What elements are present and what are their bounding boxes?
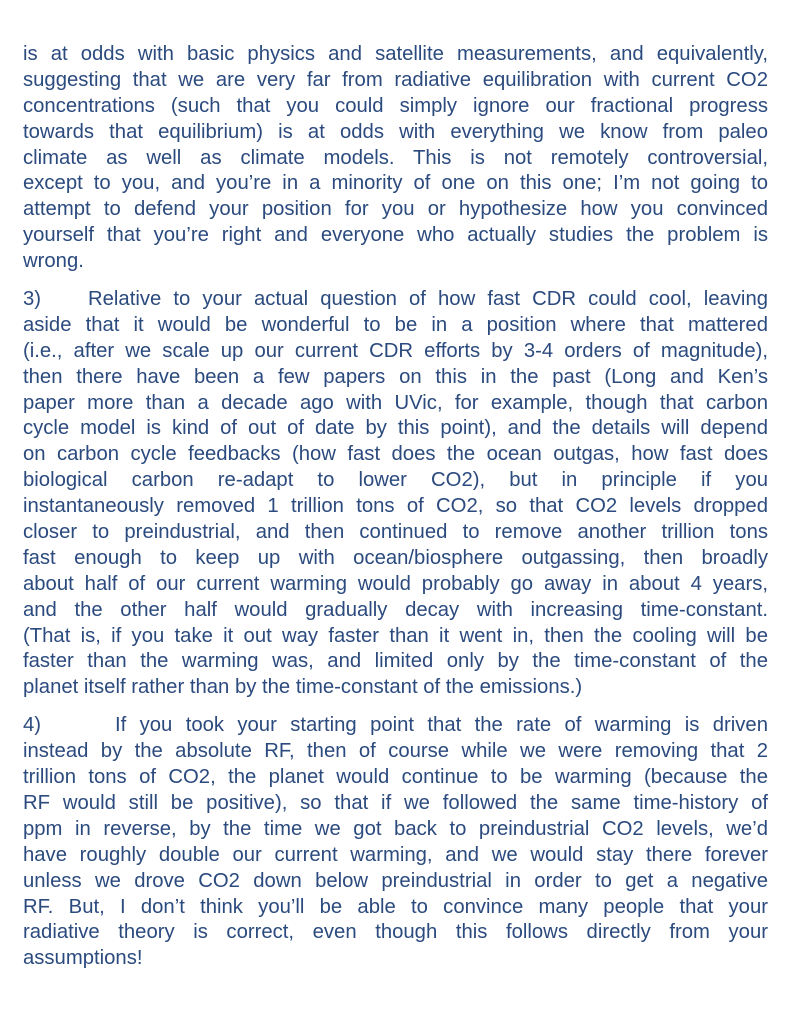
text-line: closer to preindustrial, and then continued to remove another trillion tons: [23, 521, 768, 544]
paragraph-number: 3): [23, 288, 42, 311]
text-line: except to you, and you’re in a minority of one on this one; I’m not going to: [23, 172, 768, 195]
text-line: unless we drove CO2 down below preindustrial in order to get a negative: [23, 869, 768, 892]
text-line: [23, 713, 768, 739]
paragraph: [23, 42, 768, 275]
paragraph: [23, 287, 768, 701]
text-line: instantaneously removed 1 trillion tons of CO2, so that CO2 levels dropped: [23, 495, 768, 518]
text-line: aside that it would be wonderful to be in a position where that mattered: [23, 313, 768, 336]
text-line: about half of our current warming would probably go away in about 4 years,: [23, 572, 768, 595]
text-line: on carbon cycle feedbacks (how fast does the ocean outgas, how fast does: [23, 443, 768, 466]
document-body: [23, 42, 768, 984]
text-line: [23, 287, 768, 313]
text-line: ppm in reverse, by the time we got back to preindustrial CO2 levels, we’d: [23, 817, 768, 840]
text-line: climate as well as climate models. This is not remotely controversial,: [23, 146, 768, 169]
text-line: trillion tons of CO2, the planet would continue to be warming (because the: [23, 766, 768, 789]
text-line: planet itself rather than by the time-constant of the emissions.): [23, 676, 583, 699]
text-line: (That is, if you take it out way faster than it went in, then the cooling will be: [23, 624, 768, 647]
text-line: instead by the absolute RF, then of course while we were removing that 2: [23, 740, 768, 763]
text-line: RF would still be positive), so that if we followed the same time-history of: [23, 791, 768, 814]
text-line: biological carbon re-adapt to lower CO2), but in principle if you: [23, 469, 768, 492]
text-line: then there have been a few papers on this in the past (Long and Ken’s: [23, 365, 768, 388]
paragraph-number: 4): [23, 714, 42, 737]
text-line: have roughly double our current warming, and we would stay there forever: [23, 843, 768, 866]
text-line: towards that equilibrium) is at odds with everything we know from paleo: [23, 120, 768, 143]
text-line: concentrations (such that you could simply ignore our fractional progress: [23, 94, 768, 117]
text-line: wrong.: [23, 250, 84, 273]
text-line-content: Relative to your actual question of how fast CDR could cool, leaving: [88, 288, 768, 311]
text-line: cycle model is kind of out of date by this point), and the details will depend: [23, 417, 768, 440]
text-line: and the other half would gradually decay with increasing time-constant.: [23, 598, 768, 621]
text-line: attempt to defend your position for you or hypothesize how you convinced: [23, 198, 768, 221]
text-line: faster than the warming was, and limited only by the time-constant of the: [23, 650, 768, 673]
text-line: fast enough to keep up with ocean/biosphere outgassing, then broadly: [23, 546, 768, 569]
text-line: RF. But, I don’t think you’ll be able to convince many people that your: [23, 895, 768, 918]
text-line: (i.e., after we scale up our current CDR efforts by 3-4 orders of magnitude),: [23, 339, 768, 362]
text-line: radiative theory is correct, even though this follows directly from your: [23, 921, 768, 944]
paragraph: [23, 713, 768, 972]
text-line: paper more than a decade ago with UVic, for example, though that carbon: [23, 391, 768, 414]
text-line: is at odds with basic physics and satellite measurements, and equivalently,: [23, 43, 768, 65]
text-line: yourself that you’re right and everyone who actually studies the problem is: [23, 224, 768, 247]
text-line-content: If you took your starting point that the rate of warming is driven: [115, 714, 768, 737]
text-line: assumptions!: [23, 947, 143, 970]
text-line: suggesting that we are very far from radiative equilibration with current CO2: [23, 68, 768, 91]
